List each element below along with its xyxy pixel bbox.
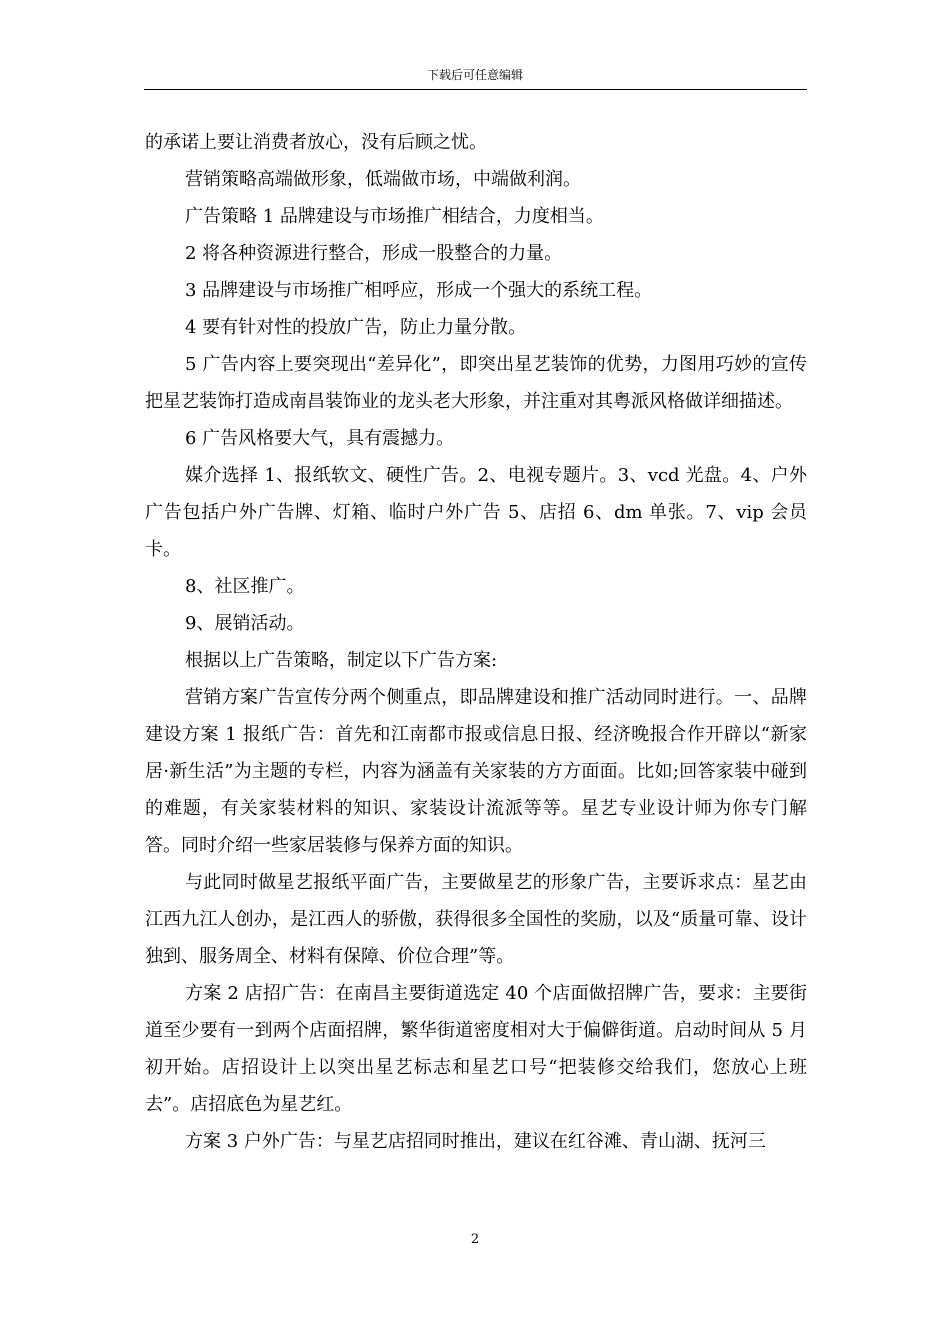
paragraph-4: 2 将各种资源进行整合，形成一股整合的力量。 xyxy=(185,243,563,264)
paragraph-6: 4 要有针对性的投放广告，防止力量分散。 xyxy=(185,317,527,338)
paragraph-7: 5 广告内容上要突现出“差异化”，即突出星艺装饰的优势，力图用巧妙的宣传把星艺装饰打造成南昌装饰业的龙头老大形象，并注重对其粤派风格做详细描述。 xyxy=(145,354,807,412)
page-number: 2 xyxy=(470,1232,480,1247)
page-header: 下载后可任意编辑 xyxy=(426,68,523,82)
paragraph-3: 广告策略 1 品牌建设与市场推广相结合，力度相当。 xyxy=(185,206,604,227)
paragraph-8: 6 广告风格要大气，具有震撼力。 xyxy=(185,428,455,449)
paragraph-14: 与此同时做星艺报纸平面广告，主要做星艺的形象广告，主要诉求点：星艺由江西九江人创办，是江西人的骄傲，获得很多全国性的奖励，以及“质量可靠、设计独到、服务周全、材料有保障、价位合理”等。 xyxy=(145,872,807,967)
paragraph-1: 的承诺上要让消费者放心，没有后顾之忧。 xyxy=(145,132,487,153)
header-divider xyxy=(144,89,807,90)
paragraph-11: 9、展销活动。 xyxy=(185,613,305,634)
paragraph-13: 营销方案广告宣传分两个侧重点，即品牌建设和推广活动同时进行。一、品牌建设方案 1 报纸广告：首先和江南都市报或信息日报、经济晚报合作开辟以“新家居·新生活”为主题的专栏，内容为涵盖有关家装的方方面面。比如;回答家装中碰到的难题，有关家装材料的知识、家装设计流派等等。星艺专业设计师为你专门解答。同时介绍一些家居装修与保养方面的知识。 xyxy=(145,687,807,856)
paragraph-16: 方案 3 户外广告：与星艺店招同时推出，建议在红谷滩、青山湖、抚河三 xyxy=(185,1131,766,1152)
document-body xyxy=(145,124,807,1160)
paragraph-5: 3 品牌建设与市场推广相呼应，形成一个强大的系统工程。 xyxy=(185,280,653,301)
paragraph-9: 媒介选择 1、报纸软文、硬性广告。2、电视专题片。3、vcd 光盘。4、户外广告包括户外广告牌、灯箱、临时户外广告 5、店招 6、dm 单张。7、vip 会员卡。 xyxy=(145,465,807,560)
paragraph-10: 8、社区推广。 xyxy=(185,576,305,597)
paragraph-12: 根据以上广告策略，制定以下广告方案: xyxy=(185,650,498,671)
paragraph-2: 营销策略高端做形象，低端做市场，中端做利润。 xyxy=(185,169,581,190)
paragraph-15: 方案 2 店招广告：在南昌主要街道选定 40 个店面做招牌广告，要求：主要街道至少要有一到两个店面招牌，繁华街道密度相对大于偏僻街道。启动时间从 5 月初开始。店招设计上以突出星艺标志和星艺口号“把装修交给我们，您放心上班去”。店招底色为星艺红。 xyxy=(145,983,807,1115)
